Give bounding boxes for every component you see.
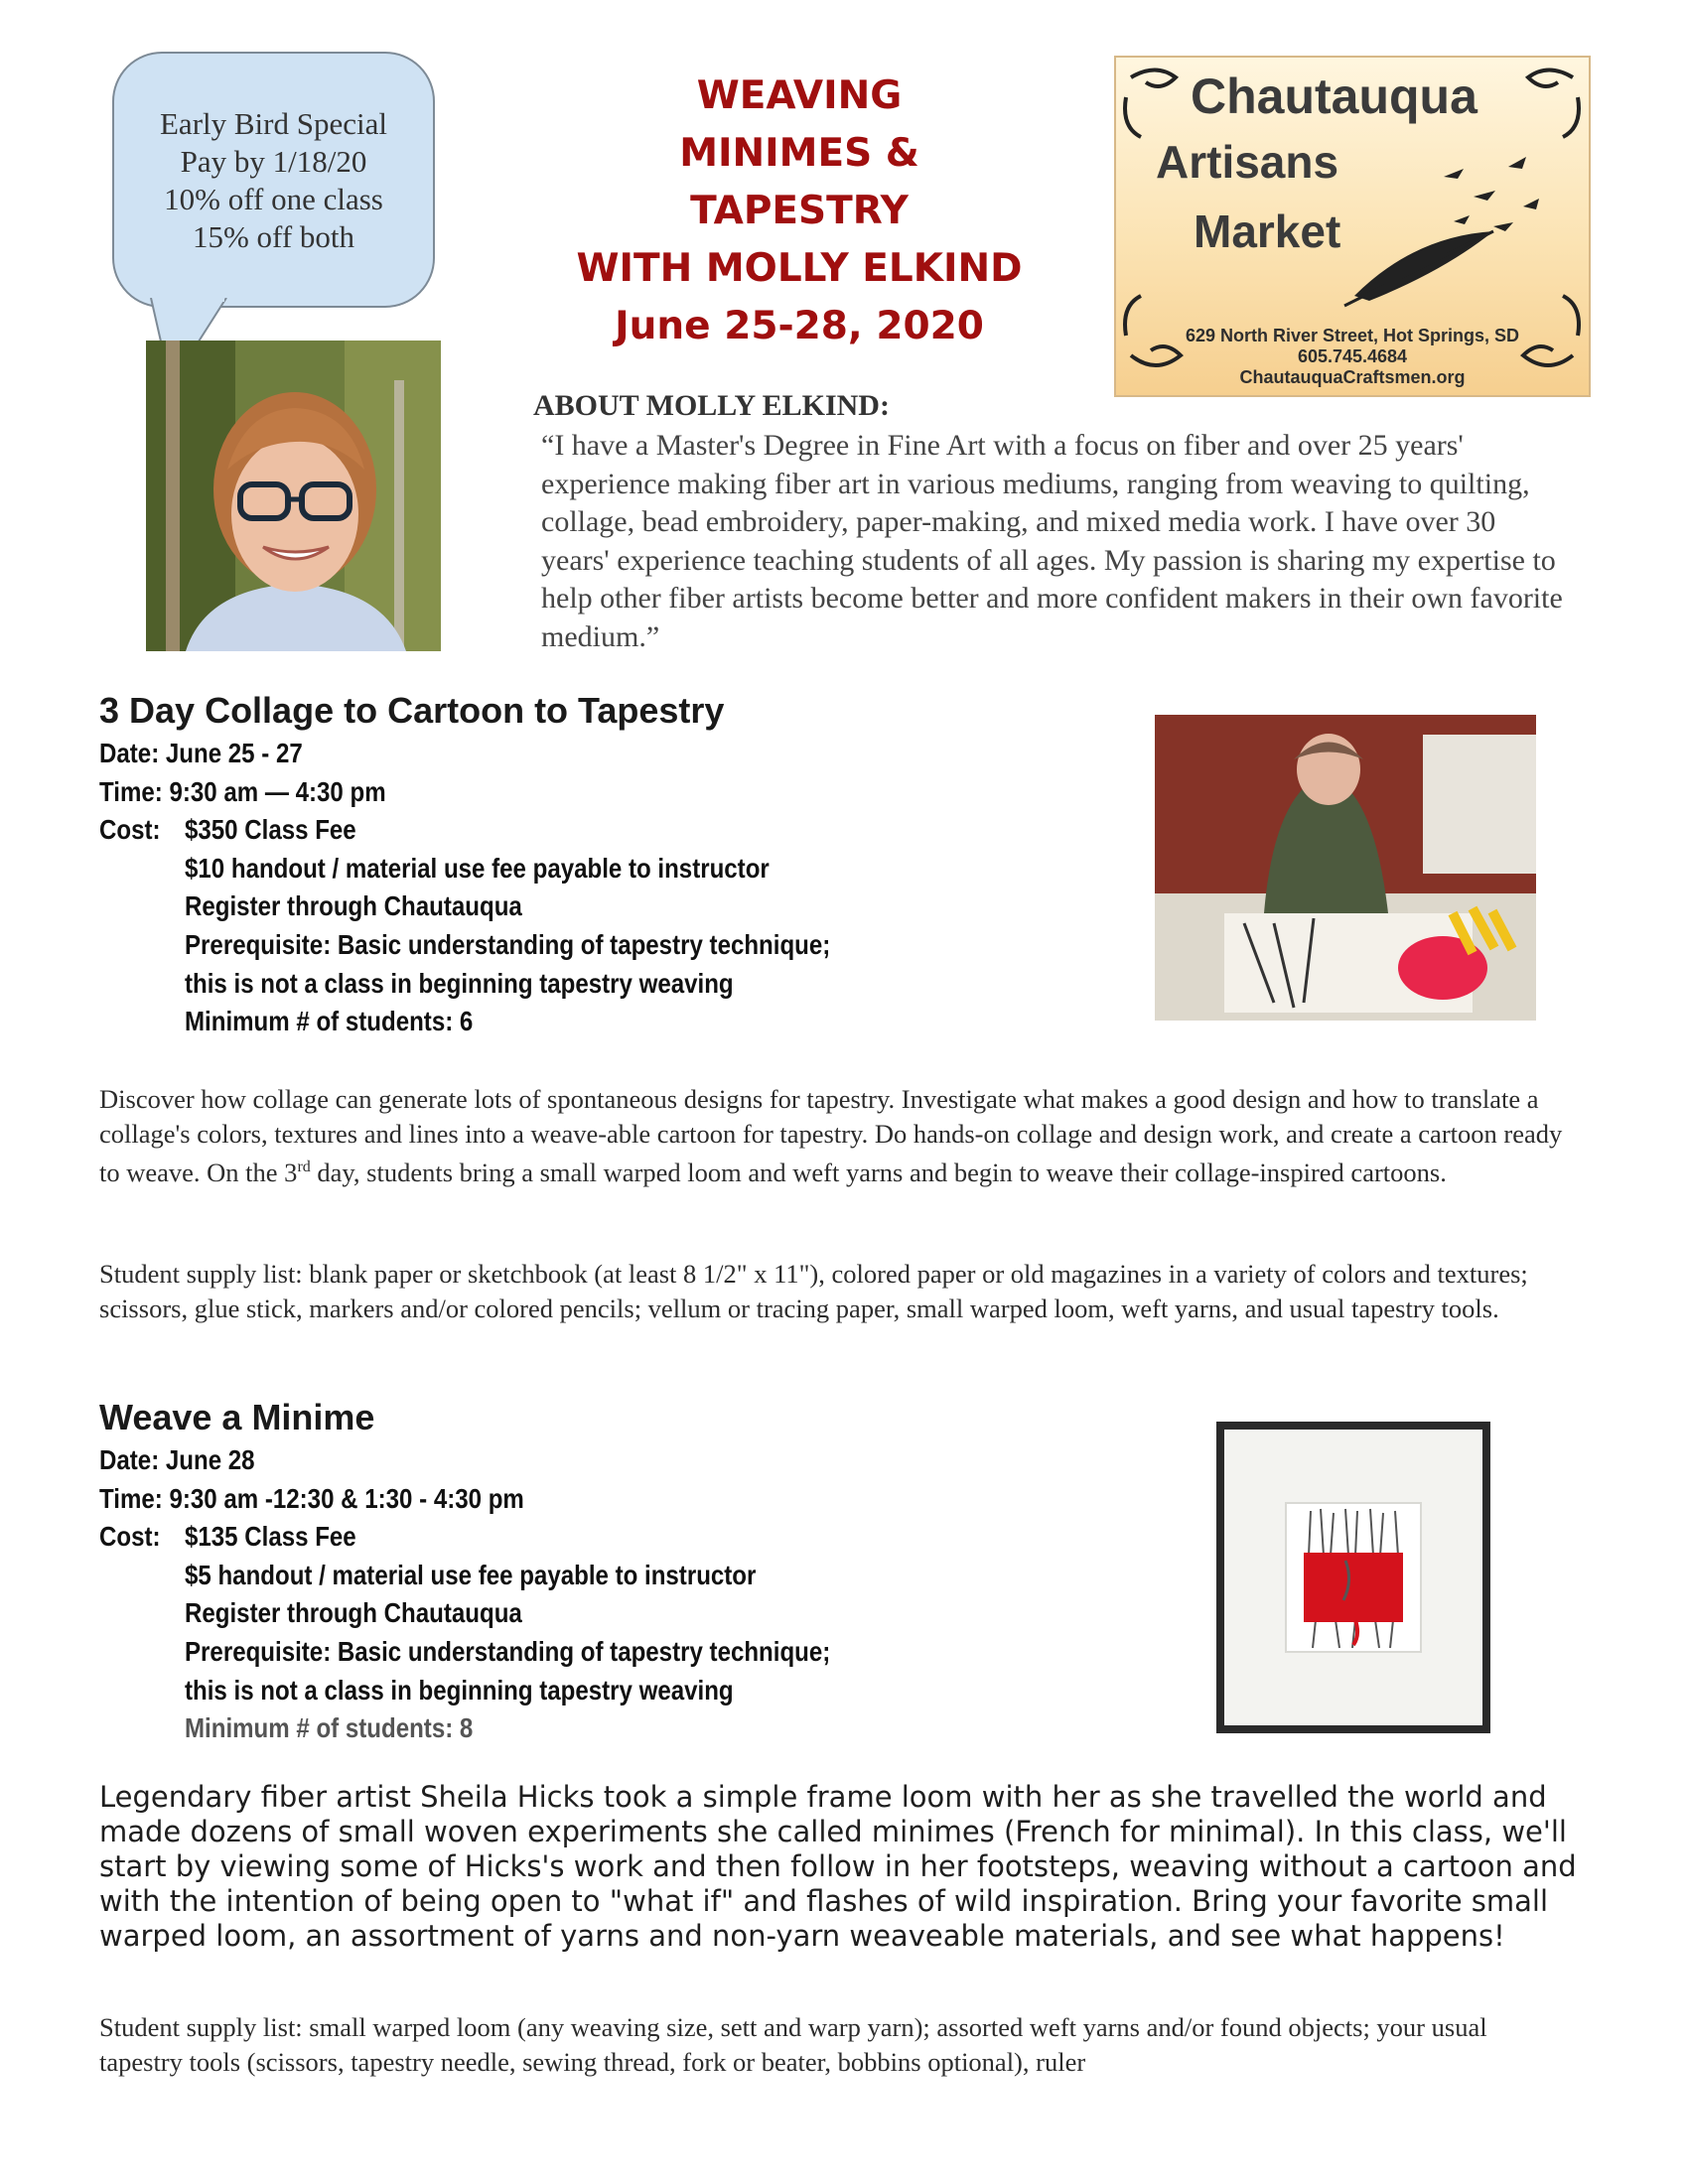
title-line-3: TAPESTRY: [690, 189, 909, 233]
logo-word-artisans: Artisans: [1156, 136, 1339, 188]
class1-register: Register through Chautauqua: [185, 890, 522, 922]
class1-description-sup: rd: [297, 1159, 311, 1175]
molly-elkind-photo: [146, 341, 441, 651]
logo-phone: 605.745.4684: [1297, 346, 1408, 366]
class2-register: Register through Chautauqua: [185, 1597, 522, 1629]
class1-details: [99, 735, 830, 1041]
logo-address: 629 North River Street, Hot Springs, SD: [1185, 326, 1520, 345]
bubble-line-4: 15% off both: [192, 219, 355, 254]
class2-cost-label: Cost:: [99, 1521, 161, 1553]
class2-title: Weave a Minime: [99, 1397, 375, 1437]
class2-prereq-2: this is not a class in beginning tapestry weaving: [185, 1674, 734, 1706]
class1-cost-label: Cost:: [99, 814, 161, 846]
bubble-line-2: Pay by 1/18/20: [180, 144, 367, 179]
class2-description: Legendary fiber artist Sheila Hicks took a simple frame loom with her as she travelled the world and made dozens of small woven experiments she called minimes (French for minimal). In this class, we'll start by viewing some of Hicks's work and then follow in her footsteps, weaving without a cartoon and with the intention of being open to "what if" and flashes of wild inspiration. Bring your favorite small warped loom, an assortment of yarns and non-yarn weaveable materials, and see what happens!: [99, 1780, 1577, 1953]
logo-website: ChautauquaCraftsmen.org: [1239, 367, 1466, 387]
class1-time: Time: 9:30 am — 4:30 pm: [99, 775, 386, 807]
bubble-line-1: Early Bird Special: [160, 106, 387, 141]
class1-title: 3 Day Collage to Cartoon to Tapestry: [99, 690, 725, 731]
class1-prereq-2: this is not a class in beginning tapestry weaving: [185, 967, 734, 999]
class1-supply-list: Student supply list: blank paper or sketchbook (at least 8 1/2" x 11"), colored paper or old magazines in a variety of colors and textures; scissors, glue stick, markers and/or colored pencils; vellum or tracing paper, small warped loom, weft yarns, and usual tapestry tools.: [99, 1259, 1528, 1323]
class1-prereq-1: Prerequisite: Basic understanding of tapestry technique;: [185, 928, 831, 960]
class2-handout: $5 handout / material use fee payable to instructor: [185, 1559, 757, 1590]
logo-word-chautauqua: Chautauqua: [1191, 68, 1477, 124]
about-quote: “I have a Master's Degree in Fine Art with a focus on fiber and over 25 years' experience making fiber art in various mediums, ranging from weaving to quilting, collage, bead embroidery, paper-making, and mixed media work. I have over 30 years' experience teaching students of all ages. My passion is sharing my expertise to help other fiber artists become better and more confident makers in their own favorite medium.”: [541, 429, 1563, 653]
class1-description: [99, 1082, 1569, 1189]
logo-word-market: Market: [1194, 205, 1341, 257]
class1-cost-row: [99, 811, 830, 850]
collage-class-photo: [1155, 715, 1536, 1021]
class1-date: Date: June 25 - 27: [99, 738, 303, 768]
bubble-line-3: 10% off one class: [164, 182, 383, 216]
title-line-4: WITH MOLLY ELKIND: [576, 246, 1023, 291]
class1-description-a: Discover how collage can generate lots of spontaneous designs for tapestry. Investigate what makes a good design and how to translate a collage's colors, textures and lines into a weave-able cartoon for tapestry. Do hands-on collage and design work, and create a cartoon ready to weave. On the 3: [99, 1084, 1563, 1187]
about-heading: ABOUT MOLLY ELKIND:: [533, 389, 890, 422]
title-line-1: WEAVING: [696, 73, 903, 118]
class2-cost: $135 Class Fee: [185, 1521, 356, 1553]
early-bird-bubble: [112, 52, 435, 308]
title-line-2: MINIMES &: [679, 131, 919, 176]
class2-prereq-1: Prerequisite: Basic understanding of tapestry technique;: [185, 1635, 831, 1667]
class2-details: [99, 1441, 830, 1748]
class1-description-b: day, students bring a small warped loom and weft yarns and begin to weave their collage-inspired cartoons.: [310, 1157, 1447, 1187]
minime-framed-photo: [1216, 1422, 1490, 1733]
class2-cost-row: [99, 1518, 830, 1557]
early-bird-text: [114, 105, 433, 256]
class2-supply-list: Student supply list: small warped loom (any weaving size, sett and warp yarn); assorted weft yarns and/or found objects; your usual tapestry tools (scissors, tapestry needle, sewing thread, fork or beater, bobbins optional), ruler: [99, 2012, 1487, 2077]
class1-handout: $10 handout / material use fee payable to instructor: [185, 852, 770, 884]
title-line-5: June 25-28, 2020: [615, 304, 984, 348]
chautauqua-logo: [1114, 56, 1591, 397]
class2-minimum: Minimum # of students: 8: [185, 1712, 474, 1744]
class1-cost: $350 Class Fee: [185, 814, 356, 846]
page-title: [516, 68, 1082, 355]
class1-minimum: Minimum # of students: 6: [185, 1006, 474, 1037]
class2-time: Time: 9:30 am -12:30 & 1:30 - 4:30 pm: [99, 1482, 524, 1514]
class2-date: Date: June 28: [99, 1444, 255, 1475]
